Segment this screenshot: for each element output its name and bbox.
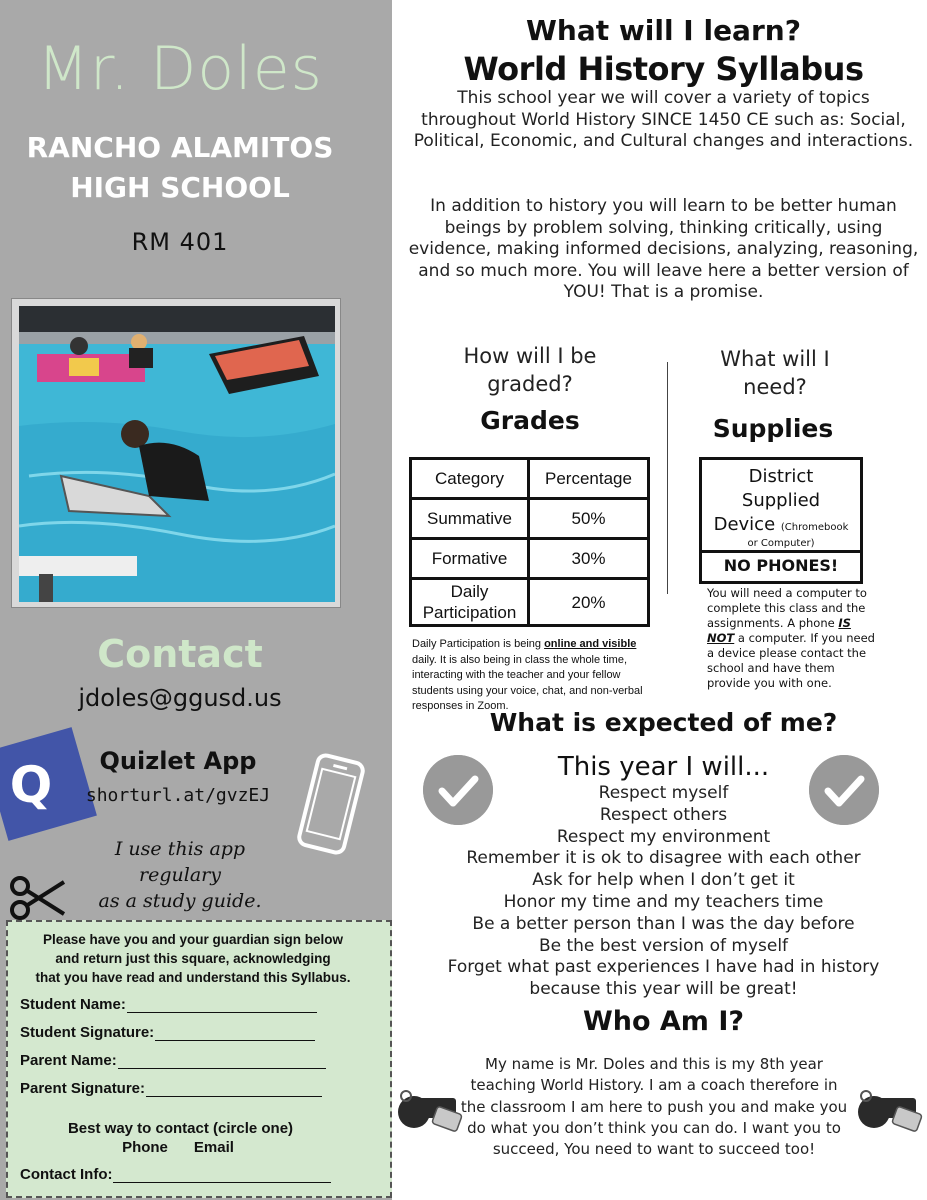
year-heading: This year I will... [557,752,770,782]
table-cell: 30% [529,539,649,579]
student-signature-label: Student Signature: [20,1024,155,1041]
grades-table [409,457,650,627]
contact-info-field[interactable] [20,1166,331,1183]
signup-instructions [8,930,378,987]
student-name-blank[interactable] [127,999,317,1013]
option-phone[interactable]: Phone [122,1139,168,1156]
table-row [411,539,649,579]
intro-paragraph: This school year we will cover a variety of topics throughout World History SINCE 1450 CE such as: Social, Political, Economic, and Cultural changes and interactions. [413,88,914,151]
supplies-note [707,586,879,691]
grades-note-text: daily. It is also being in class the whole time, interacting with the teacher and your fellow students using your voice, chat, and non-verbal responses in Zoom. [412,653,643,712]
grades-note-text: Daily Participation is being [412,638,545,650]
quizlet-note [70,836,290,914]
table-header: Percentage [529,459,649,499]
signup-instructions-line: Please have you and your guardian sign below [42,932,344,947]
scissors-icon [6,872,66,924]
room-number: RM 401 [131,228,229,256]
quizlet-note-line: as a study guide. [98,890,262,912]
quizlet-note-line: regulary [139,864,221,886]
quizlet-logo-letter: Q [9,756,53,814]
column-divider [667,362,668,594]
bio-paragraph: My name is Mr. Doles and this is my 8th year teaching World History. I am a coach therefore in the classroom I am here to push you and make you do what you don’t think you can do. I want you to succeed, You need to want to succeed too! [460,1055,848,1159]
table-row [411,579,649,626]
list-item: Forget what past experiences I have had in history [447,957,880,978]
signup-instructions-line: that you have read and understand this Syllabus. [35,970,351,985]
supplies-note-text: You will need a computer to complete this class and the assignments. A phone [707,586,867,630]
grades-heading: Grades [480,406,580,435]
supplies-box [699,457,863,584]
no-phones-label: NO PHONES! [723,556,839,575]
supplies-device-word: Device [713,514,776,535]
list-item: Respect others [599,804,728,825]
supplies-heading: Supplies [712,414,834,443]
school-name-line: RANCHO ALAMITOS [26,131,334,164]
table-header-row [411,459,649,499]
supplies-device-detail: or Computer) [747,538,815,549]
intro-paragraph: In addition to history you will learn to be better human beings by problem solving, thinking critically, using evidence, making informed decisions, analyzing, reasoning, and so much more. You will leave here a better version of YOU! That is a promise. [408,196,919,302]
teacher-name: Mr. Doles [37,34,323,104]
pool-photo-illustration [19,306,335,602]
list-item: Remember it is ok to disagree with each other [466,848,861,869]
table-cell: 20% [529,579,649,626]
contact-info-blank[interactable] [113,1169,331,1183]
contact-email[interactable]: jdoles@ggusd.us [78,684,282,712]
student-name-field[interactable] [20,996,317,1013]
school-name [0,128,360,208]
parent-signature-blank[interactable] [146,1083,322,1097]
option-email[interactable]: Email [193,1139,234,1156]
table-cell: Daily Participation [411,579,529,626]
need-question-line: What will I [720,347,830,371]
contact-heading: Contact [97,632,263,676]
supplies-device [702,465,860,553]
need-question [690,345,860,401]
list-item: because this year will be great! [529,979,798,1000]
student-signature-field[interactable] [20,1024,315,1041]
main-content [400,0,927,1200]
contact-preference-options [68,1139,288,1156]
supplies-device-line: Supplied [741,490,821,511]
table-row [411,499,649,539]
parent-name-blank[interactable] [118,1055,326,1069]
parent-signature-label: Parent Signature: [20,1080,146,1097]
need-question-line: need? [743,375,807,399]
grades-note [412,637,652,715]
supplies-note-text: a computer. If you need a device please contact the school and have them provide you with one. [707,631,875,690]
quizlet-note-line: I use this app [114,838,246,860]
list-item: Ask for help when I don’t get it [532,870,795,891]
table-header: Category [411,459,529,499]
list-item: Be the best version of myself [538,935,789,956]
whistle-icon [394,1082,464,1134]
contact-preference-title: Best way to contact (circle one) [67,1120,294,1137]
school-name-line: HIGH SCHOOL [70,171,290,204]
graded-question-line: graded? [487,372,573,396]
list-item: Be a better person than I was the day before [472,913,855,934]
table-cell: Formative [411,539,529,579]
learn-question: What will I learn? [526,14,801,47]
quizlet-title: Quizlet App [99,747,257,775]
quizlet-url[interactable]: shorturl.at/gvzEJ [85,785,271,806]
list-item: Honor my time and my teachers time [503,891,824,912]
parent-name-field[interactable] [20,1052,326,1069]
table-cell: 50% [529,499,649,539]
contact-info-label: Contact Info: [20,1166,113,1183]
graded-question [440,342,620,398]
list-item: Respect myself [598,783,729,803]
expected-heading: What is expected of me? [489,708,838,737]
phone-icon [296,752,366,857]
whistle-icon [854,1082,924,1134]
supplies-device-line [702,513,860,537]
list-item: Respect my environment [556,826,771,847]
grades-note-emphasis: online and visible [544,638,637,650]
teacher-photo [11,298,341,608]
syllabus-title: World History Syllabus [463,50,864,88]
parent-signature-field[interactable] [20,1080,322,1097]
signup-form [6,920,392,1198]
supplies-note-emphasis: IS NOT [707,616,851,645]
supplies-device-detail: (Chromebook [780,522,849,533]
table-cell: Summative [411,499,529,539]
supplies-device-line: District [748,466,814,487]
promises-list [400,783,927,1001]
student-signature-blank[interactable] [155,1027,315,1041]
who-am-i-heading: Who Am I? [582,1006,745,1037]
parent-name-label: Parent Name: [20,1052,117,1069]
signup-instructions-line: and return just this square, acknowledging [55,951,331,966]
graded-question-line: How will I be [463,344,597,368]
student-name-label: Student Name: [20,996,126,1013]
